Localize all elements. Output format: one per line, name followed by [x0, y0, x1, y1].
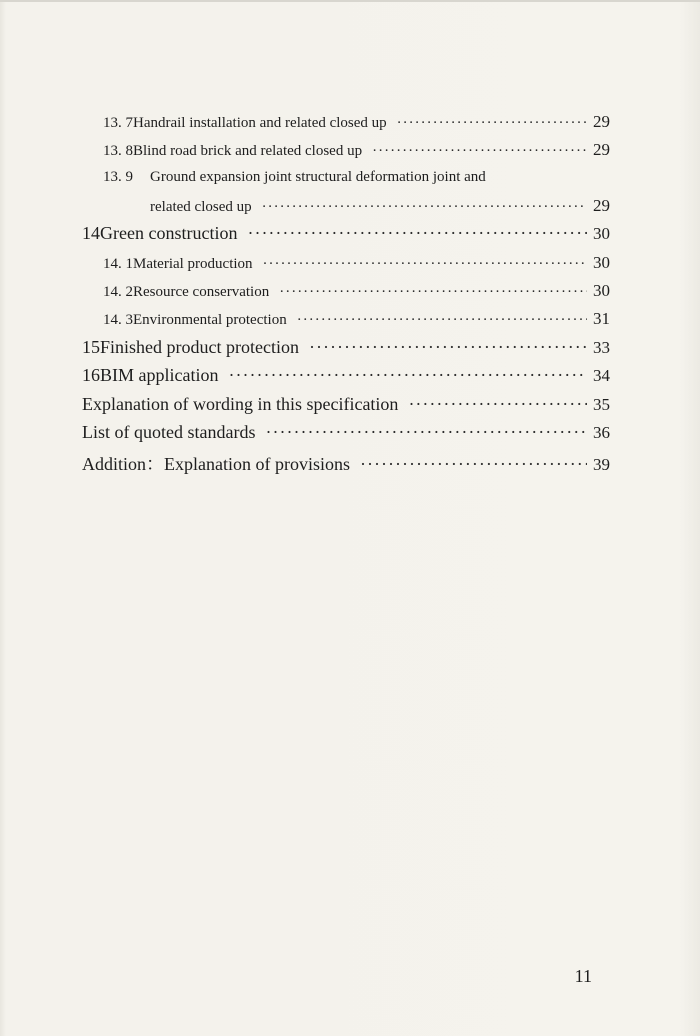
toc-entry-page: 31 — [593, 309, 610, 328]
dot-leader — [397, 115, 587, 132]
toc-entry-title: Environmental protection — [133, 312, 287, 328]
toc-entry-page: 29 — [593, 112, 610, 131]
toc-entry-page: 29 — [593, 196, 610, 215]
toc-entry-page: 29 — [593, 140, 610, 159]
toc-entry-number: 15 — [82, 337, 100, 357]
toc-entry-explanation-of-wording — [82, 394, 610, 415]
toc-entry-number: 13. 7 — [103, 115, 133, 131]
toc-entry-title: List of quoted standards — [82, 422, 256, 442]
toc-entry-page: 36 — [593, 423, 610, 442]
toc-entry-13-7 — [103, 112, 610, 132]
toc-entry-page: 30 — [593, 253, 610, 272]
dot-leader — [265, 422, 587, 443]
toc-entry-13-9 — [103, 169, 610, 186]
toc-entry-number: 14. 1 — [103, 256, 133, 272]
toc-entry-15 — [82, 337, 610, 358]
toc-entry-14-1 — [103, 253, 610, 273]
dot-leader — [263, 256, 587, 273]
toc-entry-number: 16 — [82, 365, 100, 385]
toc-entry-14 — [82, 223, 610, 244]
toc-entry-number: 14. 3 — [103, 312, 133, 328]
toc-entry-list-of-quoted-standards — [82, 422, 610, 443]
toc-entry-page: 30 — [593, 224, 610, 243]
toc-entry-number: 13. 9 — [103, 169, 133, 185]
toc-entry-page: 35 — [593, 395, 610, 414]
toc-entry-addition — [82, 450, 610, 476]
toc-entry-page: 33 — [593, 338, 610, 357]
toc-entry-title: BIM application — [100, 365, 219, 385]
toc-entry-number: 13. 8 — [103, 143, 133, 159]
toc-entry-page: 34 — [593, 366, 610, 385]
toc-entry-title: Green construction — [100, 223, 238, 243]
toc-entry-title: Ground expansion joint structural deformation joint and — [150, 169, 486, 185]
dot-leader — [360, 454, 587, 475]
toc-entry-page: 39 — [593, 455, 610, 474]
toc-entry-number: 14. 2 — [103, 284, 133, 300]
toc-entry-title: Explanation of wording in this specification — [82, 394, 399, 414]
toc-entry-title: Handrail installation and related closed up — [133, 115, 387, 131]
toc-entry-page: 30 — [593, 281, 610, 300]
page-number: 11 — [574, 966, 592, 986]
toc-entry-title: Material production — [133, 256, 253, 272]
dot-leader — [408, 394, 587, 415]
toc-entry-14-2 — [103, 281, 610, 301]
dot-leader — [262, 199, 587, 216]
dot-leader — [297, 312, 587, 329]
toc-entry-title: Addition：Explanation of provisions — [82, 454, 350, 474]
toc-entry-title: Resource conservation — [133, 284, 270, 300]
toc-entry-13-8 — [103, 140, 610, 160]
dot-leader — [372, 143, 587, 160]
dot-leader — [247, 223, 587, 244]
toc-entry-title: Finished product protection — [100, 337, 299, 357]
toc-entry-14-3 — [103, 309, 610, 329]
toc-entry-title: Blind road brick and related closed up — [133, 143, 363, 159]
dot-leader — [309, 337, 587, 358]
toc-entry-16 — [82, 365, 610, 386]
dot-leader — [279, 284, 587, 301]
page-edge — [0, 0, 700, 2]
dot-leader — [228, 365, 587, 386]
toc-entry-13-9-continued — [150, 196, 610, 216]
toc-entry-title: related closed up — [150, 199, 252, 215]
toc-entry-number: 14 — [82, 223, 100, 243]
